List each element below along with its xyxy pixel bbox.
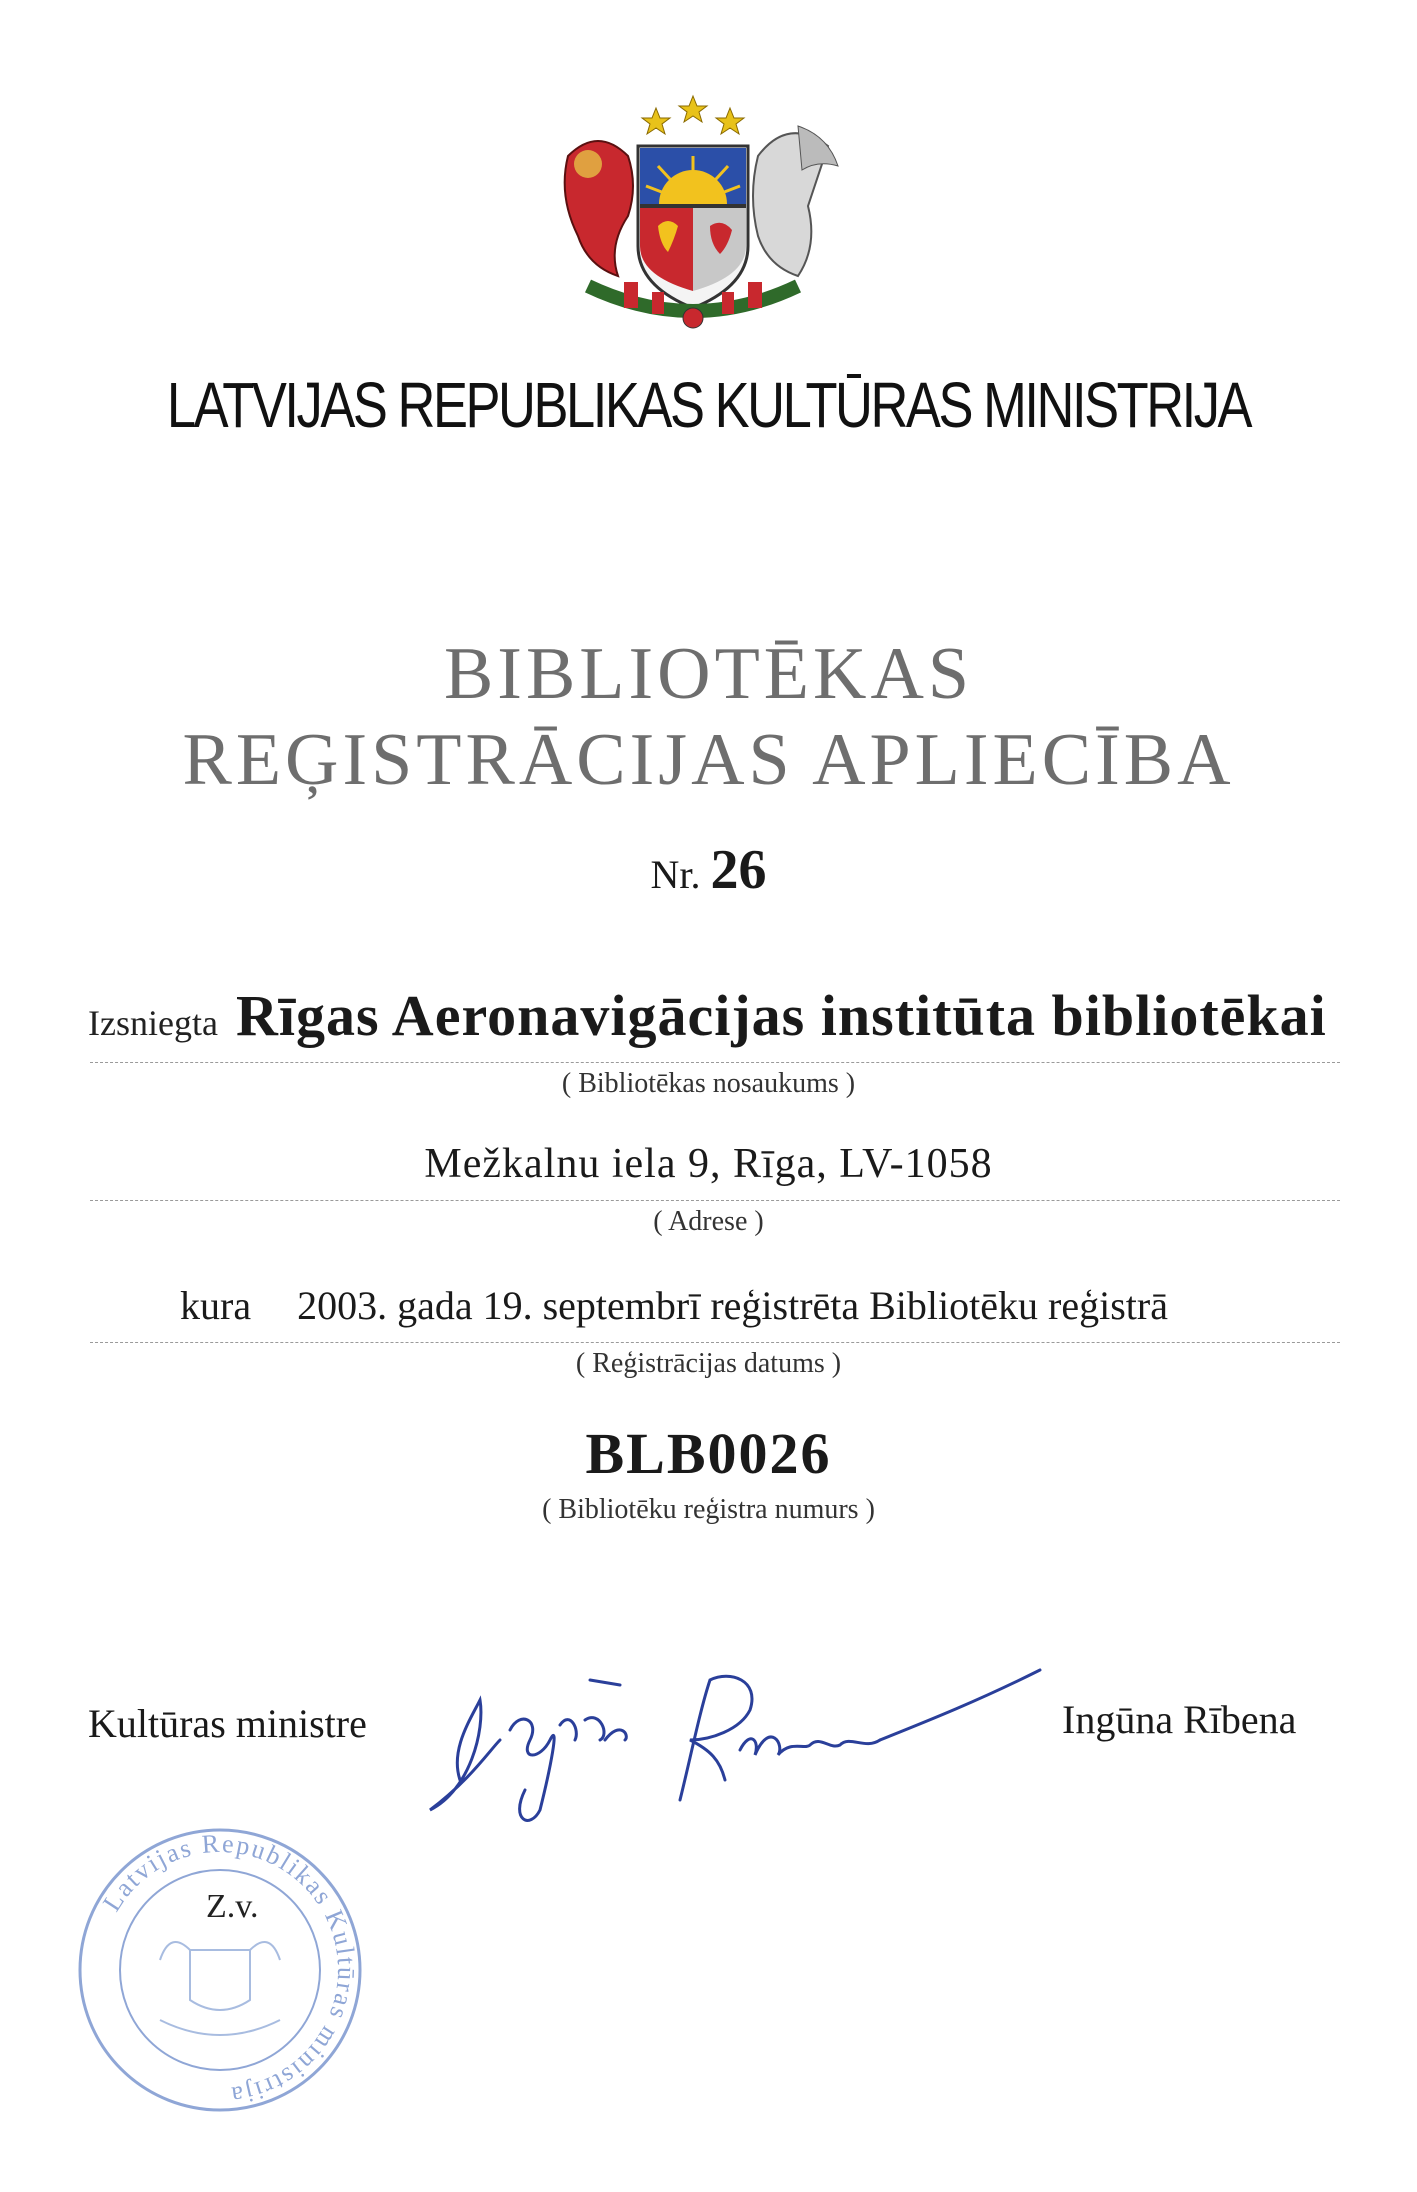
address-caption: ( Adrese )	[653, 1206, 764, 1237]
document-title-line-1: BIBLIOTĒKAS	[443, 633, 974, 715]
certificate-number	[0, 838, 1417, 902]
divider	[90, 1342, 1340, 1343]
ministry-heading: LATVIJAS REPUBLIKAS KULTŪRAS MINISTRIJA	[166, 369, 1251, 441]
library-name: Rīgas Aeronavigācijas institūta bibliotēkai	[235, 983, 1327, 1048]
stamp-place-label: Z.v.	[206, 1888, 259, 1925]
registration-date-text: 2003. gada 19. septembrī reģistrēta Bibliotēku reģistrā	[297, 1283, 1168, 1328]
nr-value: 26	[710, 839, 767, 901]
register-number-caption: ( Bibliotēku reģistra numurs )	[542, 1494, 875, 1525]
official-stamp-icon	[60, 1820, 380, 2120]
issued-label: Izsniegta	[88, 1003, 218, 1043]
latvian-coat-of-arms-icon	[528, 86, 858, 336]
minister-title: Kultūras ministre	[88, 1701, 367, 1746]
minister-name: Ingūna Rībena	[1062, 1697, 1297, 1742]
handwritten-signature	[410, 1640, 1050, 1840]
registration-row	[180, 1282, 1280, 1329]
issued-to-row	[88, 982, 1338, 1049]
divider	[90, 1200, 1340, 1201]
divider	[90, 1062, 1340, 1063]
register-number: BLB0026	[585, 1421, 832, 1486]
document-title-line-2: REĢISTRĀCIJAS APLIECĪBA	[182, 719, 1235, 801]
stamp-ring-text: Latvijas Republikas Kultūras ministrija	[97, 1828, 362, 2111]
library-address: Mežkalnu iela 9, Rīga, LV-1058	[424, 1141, 993, 1187]
which-label: kura	[180, 1283, 252, 1328]
registration-caption: ( Reģistrācijas datums )	[575, 1348, 842, 1379]
library-name-caption: ( Bibliotēkas nosaukums )	[561, 1068, 856, 1099]
nr-label: Nr.	[650, 852, 701, 897]
